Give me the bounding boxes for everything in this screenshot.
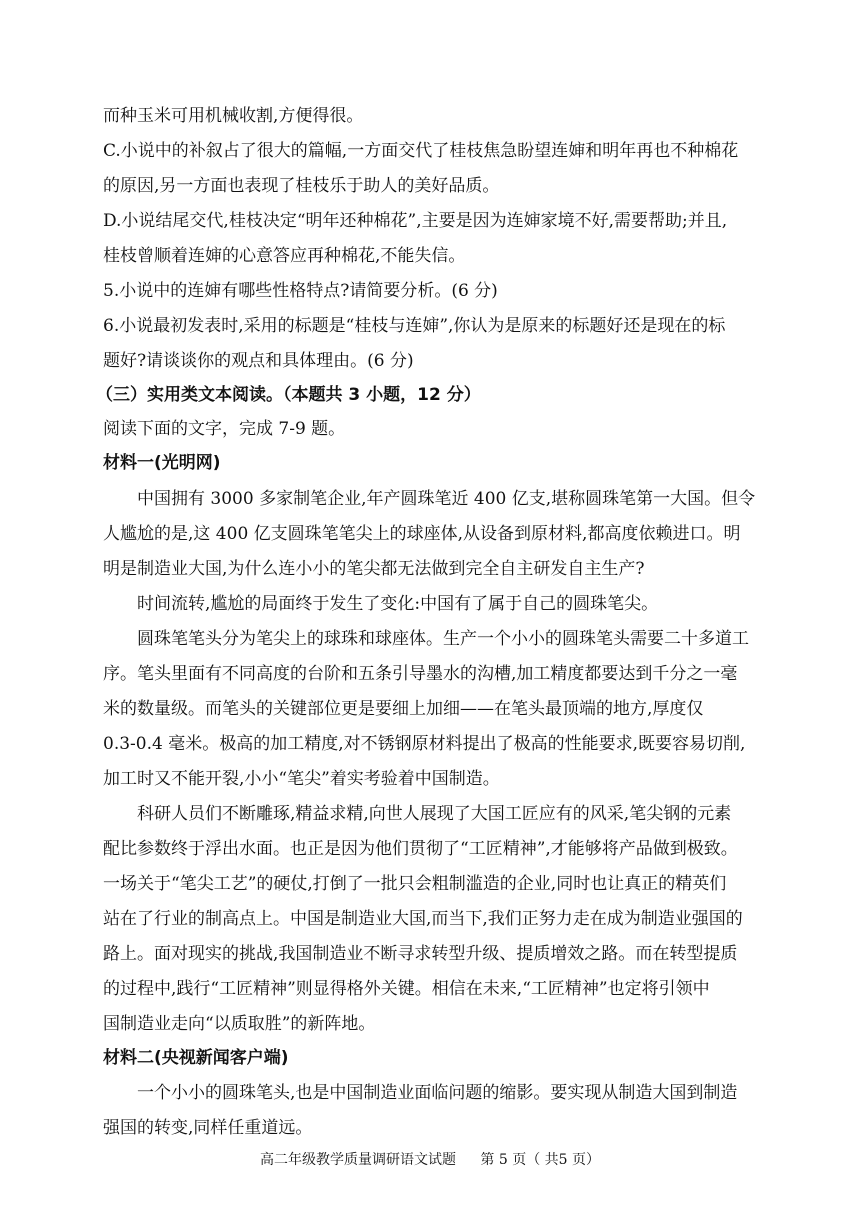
- paragraph-line: 站在了行业的制高点上。中国是制造业大国,而当下,我们正努力走在成为制造业强国的: [103, 909, 743, 929]
- paragraph-line: 国制造业走向“以质取胜”的新阵地。: [103, 1014, 376, 1034]
- paragraph-line: 米的数量级。而笔头的关键部位更是要细上加细——在笔头最顶端的地方,厚度仅: [103, 699, 704, 719]
- question-6: 6.小说最初发表时,采用的标题是“桂枝与连婶”,你认为是原来的标题好还是现在的标: [103, 316, 726, 336]
- text-line: 的原因,另一方面也表现了桂枝乐于助人的美好品质。: [103, 176, 500, 196]
- paragraph-line: 一场关于“笔尖工艺”的硬仗,打倒了一批只会粗制滥造的企业,同时也让真正的精英们: [103, 874, 727, 894]
- paragraph-line: 配比参数终于浮出水面。也正是因为他们贯彻了“工匠精神”,才能够将产品做到极致。: [103, 839, 738, 859]
- paragraph-line: 人尴尬的是,这 400 亿支圆珠笔笔尖上的球座体,从设备到原材料,都高度依赖进口。明: [103, 524, 741, 544]
- paragraph-line: 强国的转变,同样任重道远。: [103, 1118, 313, 1138]
- paragraph-line: 圆珠笔笔头分为笔尖上的球珠和球座体。生产一个小小的圆珠笔头需要二十多道工: [137, 629, 749, 649]
- question-5: 5.小说中的连婶有哪些性格特点?请简要分析。(6 分): [103, 281, 498, 301]
- paragraph-line: 一个小小的圆珠笔头,也是中国制造业面临问题的缩影。要实现从制造大国到制造: [137, 1083, 738, 1103]
- paragraph-line: 时间流转,尴尬的局面终于发生了变化:中国有了属于自己的圆珠笔尖。: [137, 594, 659, 614]
- paragraph-line: 加工时又不能开裂,小小“笔尖”着实考验着中国制造。: [103, 769, 500, 789]
- paragraph-line: 序。笔头里面有不同高度的台阶和五条引导墨水的沟槽,加工精度都要达到千分之一毫: [103, 664, 738, 684]
- material-2-heading: 材料二(央视新闻客户端): [103, 1048, 289, 1068]
- section-heading: （三）实用类文本阅读。（本题共 3 小题，12 分）: [96, 385, 481, 405]
- page-footer: [0, 1150, 860, 1170]
- option-d-line: D.小说结尾交代,桂枝决定“明年还种棉花”,主要是因为连婶家境不好,需要帮助;并且,: [103, 211, 728, 231]
- paragraph-line: 0.3-0.4 毫米。极高的加工精度,对不锈钢原材料提出了极高的性能要求,既要容易切削,: [103, 734, 746, 754]
- paragraph-line: 明是制造业大国,为什么连小小的笔尖都无法做到完全自主研发自主生产?: [103, 559, 645, 579]
- text-line: 而种玉米可用机械收割,方便得很。: [103, 106, 364, 126]
- option-c-line: C.小说中的补叙占了很大的篇幅,一方面交代了桂枝焦急盼望连婶和明年再也不种棉花: [103, 141, 739, 161]
- text-line: 题好?请谈谈你的观点和具体理由。(6 分): [103, 351, 414, 371]
- page-number: 第 5 页（ 共5 页）: [480, 1152, 601, 1168]
- material-1-heading: 材料一(光明网): [103, 453, 221, 473]
- paragraph-line: 科研人员们不断雕琢,精益求精,向世人展现了大国工匠应有的风采,笔尖钢的元素: [137, 804, 732, 824]
- text-line: 桂枝曾顺着连婶的心意答应再种棉花,不能失信。: [103, 246, 466, 266]
- paragraph-line: 的过程中,践行“工匠精神”则显得格外关键。相信在未来,“工匠精神”也定将引领中: [103, 979, 710, 999]
- paragraph-line: 中国拥有 3000 多家制笔企业,年产圆珠笔近 400 亿支,堪称圆珠笔第一大国。但令: [137, 489, 756, 509]
- paragraph-line: 路上。面对现实的挑战,我国制造业不断寻求转型升级、提质增效之路。而在转型提质: [103, 944, 738, 964]
- instruction-line: 阅读下面的文字，完成 7-9 题。: [103, 419, 346, 439]
- footer-title: 高二年级教学质量调研语文试题: [259, 1152, 456, 1168]
